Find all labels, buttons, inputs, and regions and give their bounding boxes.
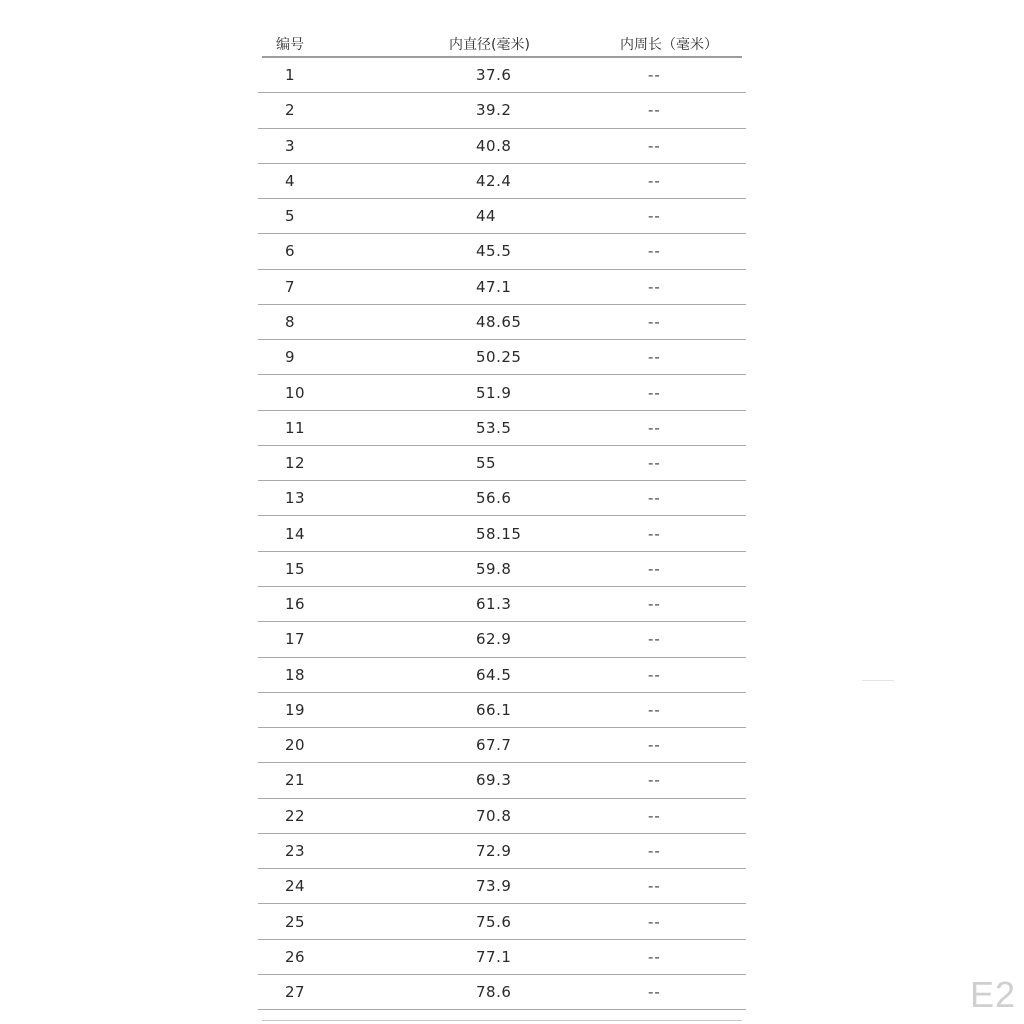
- cell-inner-circumference: --: [648, 383, 661, 402]
- cell-inner-diameter: 40.8: [476, 136, 512, 155]
- cell-number: 5: [285, 207, 296, 226]
- table-row: [258, 587, 746, 622]
- table-header-row: [262, 30, 742, 58]
- table-row: [258, 58, 746, 93]
- table-row: [258, 658, 746, 693]
- cell-inner-diameter: 39.2: [476, 101, 512, 120]
- cell-inner-circumference: --: [648, 700, 661, 719]
- cell-inner-circumference: --: [648, 66, 661, 85]
- cell-inner-circumference: --: [648, 736, 661, 755]
- cell-number: 18: [285, 665, 306, 684]
- cell-inner-circumference: --: [648, 983, 661, 1002]
- cell-number: 16: [285, 595, 306, 614]
- table-row: [258, 340, 746, 375]
- cell-inner-circumference: --: [648, 242, 661, 261]
- table-row: [258, 763, 746, 798]
- cell-inner-circumference: --: [648, 454, 661, 473]
- cell-number: 7: [285, 277, 296, 296]
- cell-inner-circumference: --: [648, 136, 661, 155]
- cell-inner-diameter: 59.8: [476, 559, 512, 578]
- cell-number: 21: [285, 771, 306, 790]
- cell-number: 11: [285, 418, 306, 437]
- header-number: 编号: [276, 37, 304, 53]
- cell-inner-diameter: 55: [476, 454, 497, 473]
- cell-inner-diameter: 72.9: [476, 841, 512, 860]
- table-row: [258, 975, 746, 1010]
- cell-inner-circumference: --: [648, 207, 661, 226]
- cell-inner-circumference: --: [648, 665, 661, 684]
- cell-number: 3: [285, 136, 296, 155]
- cell-inner-diameter: 67.7: [476, 736, 512, 755]
- size-table-body: [258, 58, 746, 1010]
- cell-inner-circumference: --: [648, 348, 661, 367]
- cell-inner-diameter: 37.6: [476, 66, 512, 85]
- cell-inner-diameter: 42.4: [476, 171, 512, 190]
- cell-inner-circumference: --: [648, 630, 661, 649]
- header-inner-circumference: 内周长（毫米）: [620, 37, 718, 53]
- cell-number: 19: [285, 700, 306, 719]
- cell-number: 17: [285, 630, 306, 649]
- cell-inner-diameter: 45.5: [476, 242, 512, 261]
- cell-inner-circumference: --: [648, 595, 661, 614]
- cell-number: 2: [285, 101, 296, 120]
- header-inner-diameter: 内直径(毫米): [449, 37, 530, 53]
- table-row: [258, 728, 746, 763]
- table-row: [258, 940, 746, 975]
- cell-inner-circumference: --: [648, 418, 661, 437]
- cell-inner-circumference: --: [648, 806, 661, 825]
- cell-inner-circumference: --: [648, 912, 661, 931]
- cell-number: 22: [285, 806, 306, 825]
- cell-number: 20: [285, 736, 306, 755]
- cell-inner-diameter: 51.9: [476, 383, 512, 402]
- cell-inner-diameter: 69.3: [476, 771, 512, 790]
- table-row: [258, 446, 746, 481]
- cell-inner-diameter: 77.1: [476, 947, 512, 966]
- cell-inner-diameter: 61.3: [476, 595, 512, 614]
- watermark-label: E2: [969, 974, 1016, 1015]
- table-row: [258, 834, 746, 869]
- cell-number: 14: [285, 524, 306, 543]
- cell-inner-circumference: --: [648, 947, 661, 966]
- table-row: [258, 799, 746, 834]
- cell-inner-diameter: 70.8: [476, 806, 512, 825]
- cell-inner-diameter: 66.1: [476, 700, 512, 719]
- cell-inner-diameter: 44: [476, 207, 497, 226]
- table-row: [258, 516, 746, 551]
- cell-number: 12: [285, 454, 306, 473]
- cell-inner-diameter: 56.6: [476, 489, 512, 508]
- cell-inner-diameter: 62.9: [476, 630, 512, 649]
- cell-inner-circumference: --: [648, 841, 661, 860]
- cell-inner-diameter: 50.25: [476, 348, 522, 367]
- cell-inner-diameter: 53.5: [476, 418, 512, 437]
- table-row: [258, 622, 746, 657]
- cell-number: 4: [285, 171, 296, 190]
- table-row: [258, 552, 746, 587]
- table-row: [258, 411, 746, 446]
- cell-number: 1: [285, 66, 296, 85]
- table-row: [258, 305, 746, 340]
- table-row: [258, 375, 746, 410]
- cell-inner-diameter: 64.5: [476, 665, 512, 684]
- cell-inner-circumference: --: [648, 171, 661, 190]
- cell-number: 24: [285, 877, 306, 896]
- cell-number: 8: [285, 312, 296, 331]
- cell-inner-diameter: 78.6: [476, 983, 512, 1002]
- table-row: [258, 481, 746, 516]
- cell-number: 23: [285, 841, 306, 860]
- cell-inner-circumference: --: [648, 771, 661, 790]
- table-row: [258, 199, 746, 234]
- cell-inner-diameter: 73.9: [476, 877, 512, 896]
- cell-inner-circumference: --: [648, 877, 661, 896]
- cell-number: 15: [285, 559, 306, 578]
- cell-inner-diameter: 58.15: [476, 524, 522, 543]
- cell-inner-diameter: 48.65: [476, 312, 522, 331]
- table-row: [258, 164, 746, 199]
- cell-number: 13: [285, 489, 306, 508]
- table-bottom-rule: [262, 1020, 742, 1021]
- cell-inner-circumference: --: [648, 489, 661, 508]
- cell-number: 9: [285, 348, 296, 367]
- cell-inner-circumference: --: [648, 101, 661, 120]
- cell-inner-diameter: 47.1: [476, 277, 512, 296]
- cell-number: 26: [285, 947, 306, 966]
- cell-inner-circumference: --: [648, 524, 661, 543]
- cell-number: 10: [285, 383, 306, 402]
- cell-inner-diameter: 75.6: [476, 912, 512, 931]
- cell-number: 25: [285, 912, 306, 931]
- table-row: [258, 93, 746, 128]
- table-row: [258, 234, 746, 269]
- cell-inner-circumference: --: [648, 277, 661, 296]
- divider: [862, 680, 894, 681]
- table-row: [258, 904, 746, 939]
- cell-number: 27: [285, 983, 306, 1002]
- table-row: [258, 129, 746, 164]
- cell-number: 6: [285, 242, 296, 261]
- cell-inner-circumference: --: [648, 559, 661, 578]
- table-row: [258, 270, 746, 305]
- cell-inner-circumference: --: [648, 312, 661, 331]
- table-row: [258, 869, 746, 904]
- table-row: [258, 693, 746, 728]
